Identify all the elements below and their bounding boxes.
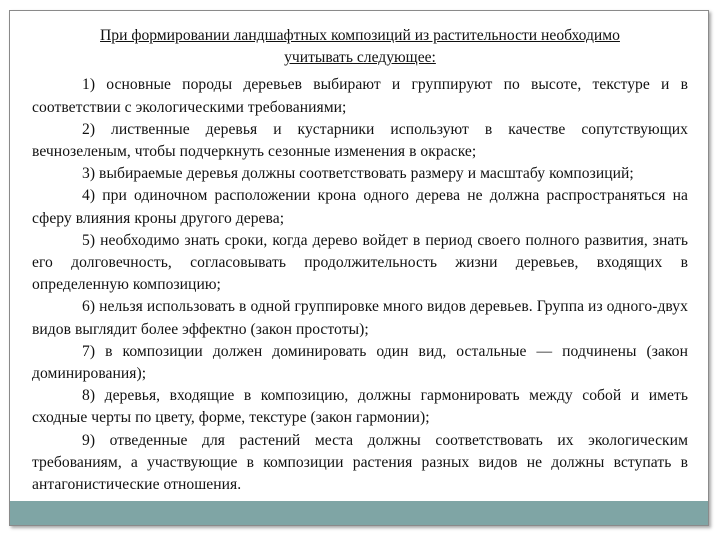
list-item-2: 2) лиственные деревья и кустарники используют в качестве сопутствующих вечнозеленым, чтобы подчеркнуть сезонные изменения в окраске;: [32, 120, 688, 161]
slide-frame: [9, 10, 709, 526]
slide-content: [32, 25, 688, 496]
list-item-8: 8) деревья, входящие в композицию, должны гармонировать между собой и иметь сходные черты по цвету, форме, текстуре (закон гармонии);: [32, 387, 688, 427]
list-item-1: 1) основные породы деревьев выбирают и группируют по высоте, текстуре и в соответствии с экологическими требованиями;: [32, 76, 688, 116]
list-item-9: 9) отведенные для растений места должны соответствовать их экологическим требованиям, а участвующие в композиции растения разных видов не должны вступать в антагонистические отношения.: [32, 431, 688, 494]
list-item-3: 3) выбираемые деревья должны соответствовать размеру и масштабу композиций;: [82, 165, 634, 183]
list-item-5: 5) необходимо знать сроки, когда дерево войдет в период своего полного развития, знать его долговечность, согласовывать продолжительность жизни деревьев, входящих в определенную композицию;: [32, 231, 688, 294]
list-item-6: 6) нельзя использовать в одной группировке много видов деревьев. Группа из одного-двух видов выглядит более эффектно (закон простоты);: [32, 298, 688, 338]
slide-title: При формировании ландшафтных композиций из растительности необходимо учитывать следующее:: [100, 27, 620, 67]
list-item-4: 4) при одиночном расположении крона одного дерева не должна распространяться на сферу влияния кроны другого дерева;: [32, 187, 688, 227]
footer-bar: [10, 501, 708, 525]
list-item-7: 7) в композиции должен доминировать один вид, остальные — подчинены (закон доминирования);: [32, 342, 688, 383]
